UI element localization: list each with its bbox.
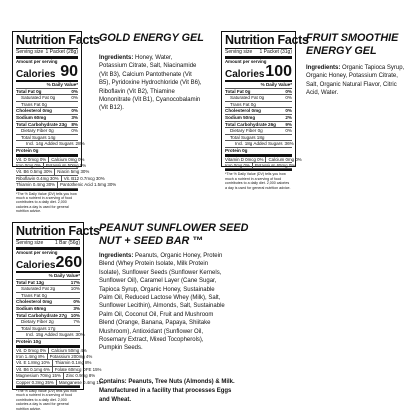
nutrition-facts-title: Nutrition Facts	[16, 33, 100, 47]
nutrient-row: Dietary Fiber 2g 7%	[16, 319, 80, 326]
calories-value: 90	[60, 63, 78, 80]
calories-label: Calories	[16, 260, 56, 271]
nutrition-panel-nut-seed-bar	[12, 222, 106, 411]
ingredients-label: Ingredients:	[99, 55, 134, 61]
calories-row	[16, 64, 78, 82]
nutrient-row: Sodium 50mg 2%	[225, 114, 292, 120]
serving-size-row	[225, 49, 292, 59]
daily-value-footnote: *The % Daily Value (DV) tells you how much a nutrient in a serving of food contributes to a daily diet. 2,000 calories a day is used for general nutrition advice.	[225, 169, 292, 190]
nutrient-row: Total Sugars 14g	[16, 135, 78, 142]
nutrient-row: Saturated Fat 0g 0%	[225, 95, 292, 102]
nutrient-row: Protein 0g	[16, 148, 78, 157]
serving-size-row	[16, 49, 78, 59]
nutrient-row: Total Carbohydrate 23g 8%	[16, 121, 78, 127]
vitamin-row: Iron 0mg 0% Potassium 50mg 0%	[16, 162, 87, 168]
ingredients-text: Peanuts, Organic Honey, Protein Blend (Whey Protein Isolate, Milk Protein Isolate), Sunflower Seeds (Sunflower Kernels, Sunflower Oil), Caramel Layer (Cane Sugar, Tapioca Syrup, Organic Honey, Sustainable Palm Oil, Reduced Lactose Whey (Milk), Salt, Sunflower Lecithin), Almonds, Salt, Sustainable Palm Oil, Coconut Oil, Fruit and Mushroom Blend (Orange, Banana, Papaya, Shiitake Mushroom), Antioxidant (Sunflower Oil, Rosemary Extract, Mixed Tocopherols), Pumpkin Seeds.	[99, 253, 225, 352]
daily-value-footnote: *The % Daily Value (DV) tells you how much a nutrient in a serving of food contributes to a daily diet. 2,000 calories a day is used for general nutrition advice.	[16, 189, 78, 214]
product-title-gold-gel	[99, 32, 204, 45]
daily-value-header	[225, 82, 292, 89]
calories-row	[225, 64, 292, 82]
ingredients-fruit-smoothie	[306, 64, 410, 98]
calories-value: 260	[55, 254, 83, 271]
nutrient-row: Total Carbohydrate 27g 10%	[16, 312, 80, 318]
daily-value-footnote: *The % Daily Value (DV) tells you how much a nutrient in a serving of food contributes to a daily diet. 2,000 calories a day is used for general nutrition advice.	[16, 386, 80, 411]
ingredients-gold-gel	[99, 54, 202, 113]
serving-size-value: 1 Packet (31g)	[259, 49, 292, 55]
calories-value: 100	[265, 63, 292, 80]
amount-per-serving: Amount per serving	[16, 250, 58, 255]
calories-label: Calories	[16, 69, 56, 80]
nutrient-row: Total Fat 13g 17%	[16, 279, 80, 285]
nutrient-row: Cholesterol 0mg 0%	[16, 299, 80, 305]
serving-size-label: Serving size	[225, 49, 253, 55]
ingredients-label: Ingredients:	[99, 253, 134, 259]
nutrient-row: Dietary Fiber 0g 0%	[16, 128, 78, 135]
nutrient-row: Total Fat 0g 0%	[16, 88, 78, 94]
ingredients-text: Organic Tapioca Syrup, Organic Honey, Potassium Citrate, Salt, Organic Natural Flavor, Citric Acid, Water.	[306, 65, 405, 97]
nutrition-facts-title: Nutrition Facts	[225, 33, 309, 47]
daily-value-header-text: % Daily Value*	[260, 82, 292, 87]
product-title-line: FRUIT SMOOTHIE	[306, 32, 399, 44]
serving-size-label: Serving size	[16, 49, 44, 55]
nutrient-row: Trans Fat 0g	[16, 293, 80, 300]
nutrient-row: Saturated Fat 2g 10%	[16, 286, 80, 293]
product-title-line: ENERGY GEL	[306, 44, 377, 57]
serving-size-value: 1 Packet (28g)	[45, 49, 78, 55]
amount-per-serving: Amount per serving	[16, 59, 58, 64]
ingredients-text: Honey, Water, Potassium Citrate, Salt, Niacinamide (Vit B3), Calcium Pantothenate (Vit B5), Pyridoxine Hydrochloride (Vit B6), Riboflavin (Vit B2), Thiamine Mononitrate (Vit B1), Cyanocobalamin (Vit B12).	[99, 55, 202, 112]
nutrient-row: Protein 0g	[225, 148, 292, 157]
daily-value-header-text: % Daily Value*	[46, 82, 78, 87]
nutrition-panel-fruit-smoothie	[221, 31, 309, 190]
ingredients-nut-seed-bar	[99, 252, 227, 353]
vitamin-row: Vit. D 0mcg 0% Calcium 0mg 0%	[16, 156, 85, 162]
daily-value-header	[16, 82, 78, 89]
nutrient-row: Sodium 60mg 3%	[16, 114, 78, 120]
serving-size-row	[16, 240, 80, 250]
nutrient-row: Incl. 18g Added Sugars 36%	[225, 141, 292, 148]
vitamin-row: Magnesium 70mg 15% Zinc 0.9mg 8%	[16, 373, 96, 379]
vitamin-row: Vit. B6 0.1mg 6% Folate 60mcg DFE 15%	[16, 366, 102, 372]
calories-label: Calories	[225, 69, 265, 80]
calories-row	[16, 254, 83, 273]
nutrient-row: Incl. 15g Added Sugars 30%	[16, 332, 80, 339]
serving-size-value: 1 Bar (56g)	[54, 240, 80, 246]
nutrient-row: Sodium 65mg 3%	[16, 305, 80, 311]
vitamin-row: Iron 0mg 0% Potassium 65mg 0%	[225, 162, 296, 168]
nutrient-row: Incl. 14g Added Sugars 28%	[16, 141, 78, 148]
nutrient-row: Trans Fat 0g	[16, 102, 78, 109]
product-title-line: GOLD ENERGY GEL	[99, 32, 204, 44]
nutrient-row: Total Fat 0g 0%	[225, 88, 292, 94]
vitamin-row: Vit. D 0mcg 0% Calcium 50mg 4%	[16, 347, 87, 353]
serving-size-label: Serving size	[16, 240, 44, 246]
ingredients-label: Ingredients:	[306, 65, 341, 71]
nutrient-row: Cholesterol 0mg 0%	[225, 108, 292, 114]
nutrient-row: Dietary Fiber 0g 0%	[225, 128, 292, 135]
nutrient-row: Total Sugars 17g	[16, 326, 80, 333]
vitamin-row: Vit. B6 0.5mg 30% Niacin 5mg 30%	[16, 169, 90, 175]
vitamin-row: Thiamin 0.4mg 30% Pantothenic Acid 1.5mg 30%	[16, 182, 117, 188]
vitamin-row: Vitamin D 0mcg 0% Calcium 0mg 0%	[225, 156, 302, 162]
product-title-line: PEANUT SUNFLOWER SEED	[99, 222, 249, 234]
vitamin-row: Iron 1.4mg 8% Potassium 200mg 4%	[16, 353, 93, 359]
nutrient-row: Total Sugars 18g	[225, 135, 292, 142]
product-title-fruit-smoothie	[306, 32, 398, 57]
nutrient-row: Saturated Fat 0g 0%	[16, 95, 78, 102]
daily-value-header-text: % Daily Value*	[48, 273, 80, 278]
nutrient-row: Trans Fat 0g	[225, 102, 292, 109]
allergen-statement: Contains: Peanuts, Tree Nuts (Almonds) & Milk. Manufactured in a facility that processes Eggs and Wheat.	[99, 379, 235, 403]
vitamin-row: Vit. E 1.8mg 10% Thiamin 0.1mg 8%	[16, 360, 92, 366]
product-title-line: NUT + SEED BAR ™	[99, 234, 204, 247]
product-title-nut-seed-bar	[99, 222, 248, 247]
daily-value-header	[16, 273, 80, 280]
nutrient-row: Cholesterol 0mg 0%	[16, 108, 78, 114]
nutrient-row: Protein 10g	[16, 339, 80, 348]
vitamin-row: Riboflavin 0.4mg 30% Vit. B12 0.7mcg 30%	[16, 175, 105, 181]
nutrition-facts-title: Nutrition Facts	[16, 224, 100, 238]
nutrient-row: Total Carbohydrate 26g 9%	[225, 121, 292, 127]
vitamin-row: Copper 0.3mg 35% Manganese 0.4mg 15%	[16, 379, 106, 385]
amount-per-serving: Amount per serving	[225, 59, 267, 64]
